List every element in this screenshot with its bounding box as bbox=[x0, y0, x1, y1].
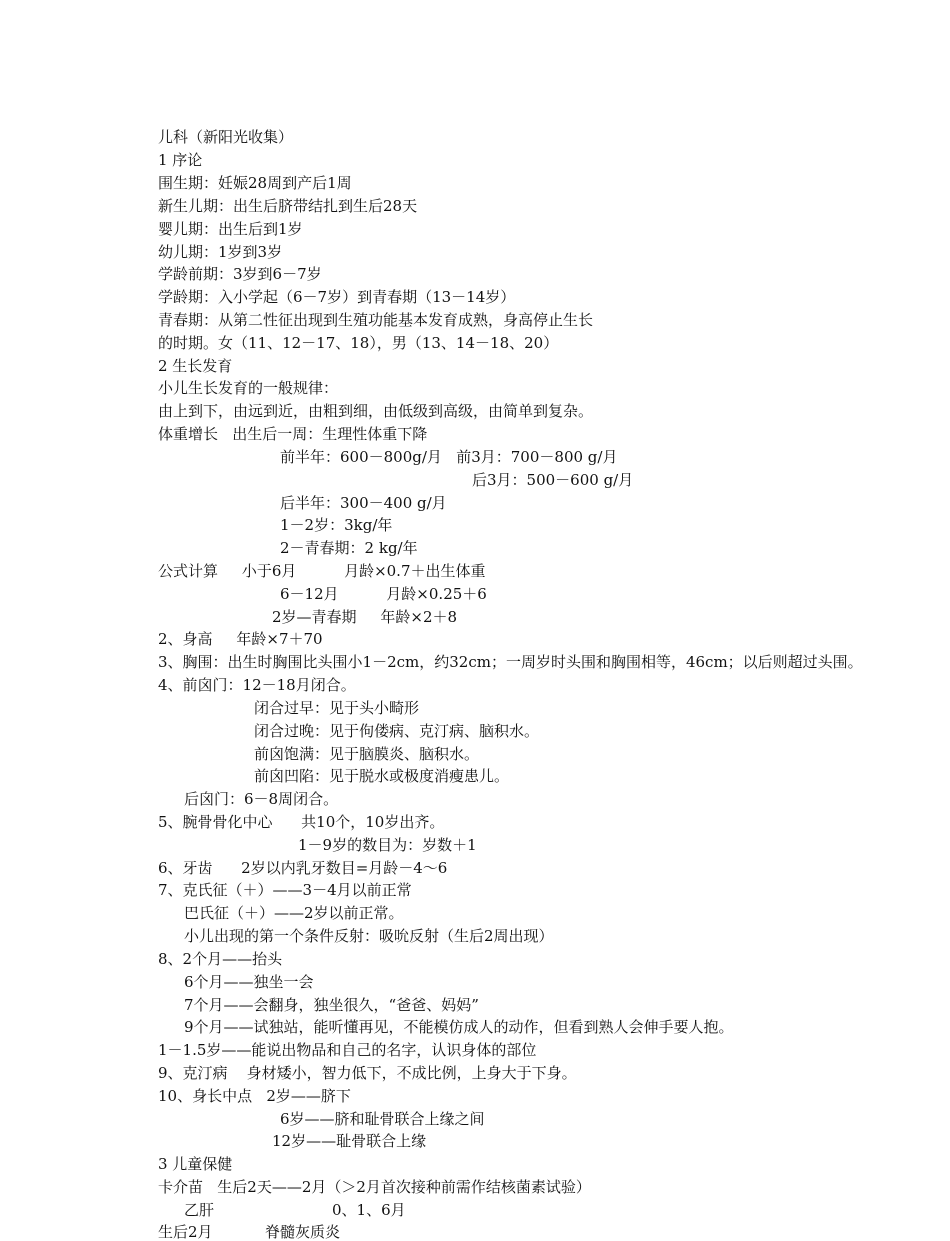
section-heading: 2 生长发育 bbox=[158, 357, 233, 375]
text-line: 幼儿期：1岁到3岁 bbox=[158, 243, 283, 261]
text-line: 1－2岁：3kg/年 bbox=[280, 516, 393, 534]
text-line: 新生儿期：出生后脐带结扎到生后28天 bbox=[158, 197, 418, 215]
text-line: 12岁——耻骨联合上缘 bbox=[272, 1132, 427, 1150]
text-line: 学龄前期：3岁到6－7岁 bbox=[158, 265, 322, 283]
text-line: 由上到下，由远到近，由粗到细，由低级到高级，由简单到复杂。 bbox=[158, 402, 594, 420]
text-line: 6－12月 月龄×0.25＋6 bbox=[280, 585, 487, 603]
text-line: 后囟门：6－8周闭合。 bbox=[184, 790, 339, 808]
text-line: 婴儿期：出生后到1岁 bbox=[158, 220, 303, 238]
text-line: 后半年：300－400 g/月 bbox=[280, 494, 447, 512]
text-line: 闭合过早：见于头小畸形 bbox=[254, 699, 420, 717]
text-line: 7、克氏征（＋）——3－4月以前正常 bbox=[158, 881, 412, 899]
text-line: 小儿生长发育的一般规律： bbox=[158, 379, 339, 397]
doc-title: 儿科（新阳光收集） bbox=[158, 128, 294, 146]
text-line: 7个月——会翻身，独坐很久，“爸爸、妈妈” bbox=[184, 996, 479, 1014]
text-line: 小儿出现的第一个条件反射：吸吮反射（生后2周出现） bbox=[184, 927, 554, 945]
text-line: 青春期：从第二性征出现到生殖功能基本发育成熟，身高停止生长 bbox=[158, 311, 594, 329]
text-line: 卡介苗 生后2天——2月（＞2月首次接种前需作结核菌素试验） bbox=[158, 1178, 591, 1196]
text-line: 前囟饱满：见于脑膜炎、脑积水。 bbox=[254, 745, 480, 763]
text-line: 3、胸围：出生时胸围比头围小1－2cm，约32cm；一周岁时头围和胸围相等，46cm；以后则超过头围。 bbox=[158, 653, 863, 671]
text-line: 公式计算 小于6月 月龄×0.7＋出生体重 bbox=[158, 562, 486, 580]
text-line: 2岁—青春期 年龄×2＋8 bbox=[272, 608, 458, 626]
text-line: 5、腕骨骨化中心 共10个，10岁出齐。 bbox=[158, 813, 445, 831]
text-line: 1－1.5岁——能说出物品和自己的名字，认识身体的部位 bbox=[158, 1041, 537, 1059]
section-heading: 1 序论 bbox=[158, 151, 203, 169]
text-line: 8、2个月——抬头 bbox=[158, 950, 283, 968]
text-line: 6、牙齿 2岁以内乳牙数目=月龄－4～6 bbox=[158, 859, 448, 877]
text-line: 6个月——独坐一会 bbox=[184, 973, 314, 991]
section-heading: 3 儿童保健 bbox=[158, 1155, 233, 1173]
text-line: 前半年：600－800g/月 前3月：700－800 g/月 bbox=[280, 448, 618, 466]
text-line: 4、前囟门：12－18月闭合。 bbox=[158, 676, 356, 694]
text-line: 1－9岁的数目为：岁数＋1 bbox=[298, 836, 477, 854]
text-line: 的时期。女（11、12－17、18），男（13、14－18、20） bbox=[158, 334, 559, 352]
text-line: 前囟凹陷：见于脱水或极度消瘦患儿。 bbox=[254, 767, 510, 785]
text-line: 10、身长中点 2岁——脐下 bbox=[158, 1087, 351, 1105]
text-line: 9个月——试独站，能听懂再见，不能模仿成人的动作，但看到熟人会伸手要人抱。 bbox=[184, 1018, 734, 1036]
text-line: 巴氏征（＋）——2岁以前正常。 bbox=[184, 904, 404, 922]
text-line: 后3月：500－600 g/月 bbox=[472, 471, 634, 489]
text-line: 6岁——脐和耻骨联合上缘之间 bbox=[280, 1110, 485, 1128]
text-line: 2－青春期：2 kg/年 bbox=[280, 539, 418, 557]
text-line: 0、1、6月 bbox=[332, 1201, 406, 1219]
text-line: 围生期：妊娠28周到产后1周 bbox=[158, 174, 352, 192]
text-line: 闭合过晚：见于佝偻病、克汀病、脑积水。 bbox=[254, 722, 540, 740]
text-line: 学龄期：入小学起（6－7岁）到青春期（13－14岁） bbox=[158, 288, 516, 306]
text-line: 乙肝 bbox=[184, 1201, 215, 1219]
text-line: 2、身高 年龄×7＋70 bbox=[158, 630, 323, 648]
text-line: 生后2月 脊髓灰质炎 bbox=[158, 1223, 340, 1241]
text-line: 9、克汀病 身材矮小，智力低下，不成比例，上身大于下身。 bbox=[158, 1064, 577, 1082]
text-line: 体重增长 出生后一周：生理性体重下降 bbox=[158, 425, 428, 443]
